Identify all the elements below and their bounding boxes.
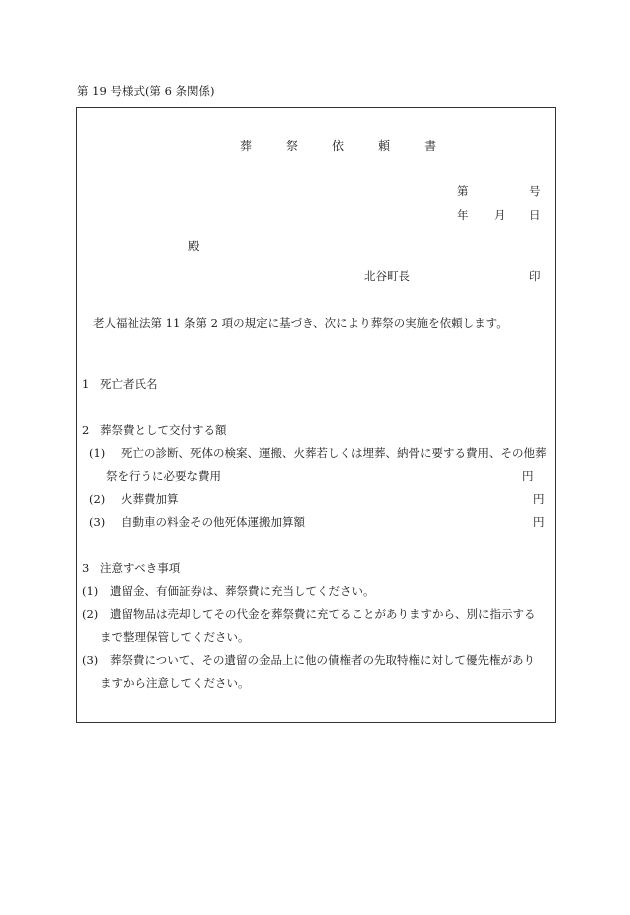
s3-item1-num: (1): [82, 584, 99, 598]
s2-item3-num: (3): [89, 515, 106, 529]
s3-item1-line1: 遺留金、有価証券は、葬祭費に充当してください。: [110, 584, 375, 598]
section1-number: 1: [82, 377, 90, 391]
section3-heading: 注意すべき事項: [100, 561, 181, 575]
s2-item2-yen: 円: [533, 492, 545, 506]
s3-item3-line1: 葬祭費について、その遺留の金品上に他の債権者の先取特権に対して優先権があり: [110, 653, 536, 667]
section1-heading: 死亡者氏名: [100, 377, 158, 391]
s3-item2-line2: まで整理保管してください。: [100, 630, 250, 644]
date-year: 年: [457, 208, 469, 222]
s2-item1-line1: 死亡の診断、死体の検案、運搬、火葬若しくは埋葬、納骨に要する費用、その他葬: [121, 446, 547, 460]
title-char: 葬: [240, 139, 253, 153]
issuer-name: 北谷町長: [364, 269, 410, 283]
section2-heading: 葬祭費として交付する額: [100, 423, 227, 437]
s3-item3-line2: ますから注意してください。: [100, 676, 250, 690]
form-label: 第 19 号様式(第 6 条関係): [77, 84, 215, 98]
s3-item3-num: (3): [82, 653, 99, 667]
s3-item2-num: (2): [82, 607, 99, 621]
intro-text: 老人福祉法第 11 条第 2 項の規定に基づき、次により葬祭の実施を依頼します。: [93, 316, 508, 330]
title-char: 頼: [378, 139, 391, 153]
s2-item1-num: (1): [89, 446, 106, 460]
title-char: 祭: [286, 139, 299, 153]
s2-item3-line1: 自動車の料金その他死体運搬加算額: [121, 515, 305, 529]
number-go: 号: [529, 184, 541, 198]
s2-item1-yen: 円: [522, 469, 534, 483]
section3-number: 3: [82, 561, 90, 575]
title-char: 依: [332, 139, 345, 153]
section2-number: 2: [82, 423, 90, 437]
issuer-seal: 印: [529, 269, 541, 283]
s2-item2-num: (2): [89, 492, 106, 506]
addressee-suffix: 殿: [188, 239, 200, 253]
s2-item2-line1: 火葬費加算: [121, 492, 179, 506]
s2-item1-line2: 祭を行うに必要な費用: [106, 469, 221, 483]
date-day: 日: [529, 208, 541, 222]
number-dai: 第: [457, 184, 469, 198]
s3-item2-line1: 遺留物品は売却してその代金を葬祭費に充てることがありますから、別に指示する: [110, 607, 536, 621]
date-month: 月: [494, 208, 506, 222]
document-title: [240, 140, 436, 153]
title-char: 書: [424, 139, 437, 153]
s2-item3-yen: 円: [533, 515, 545, 529]
